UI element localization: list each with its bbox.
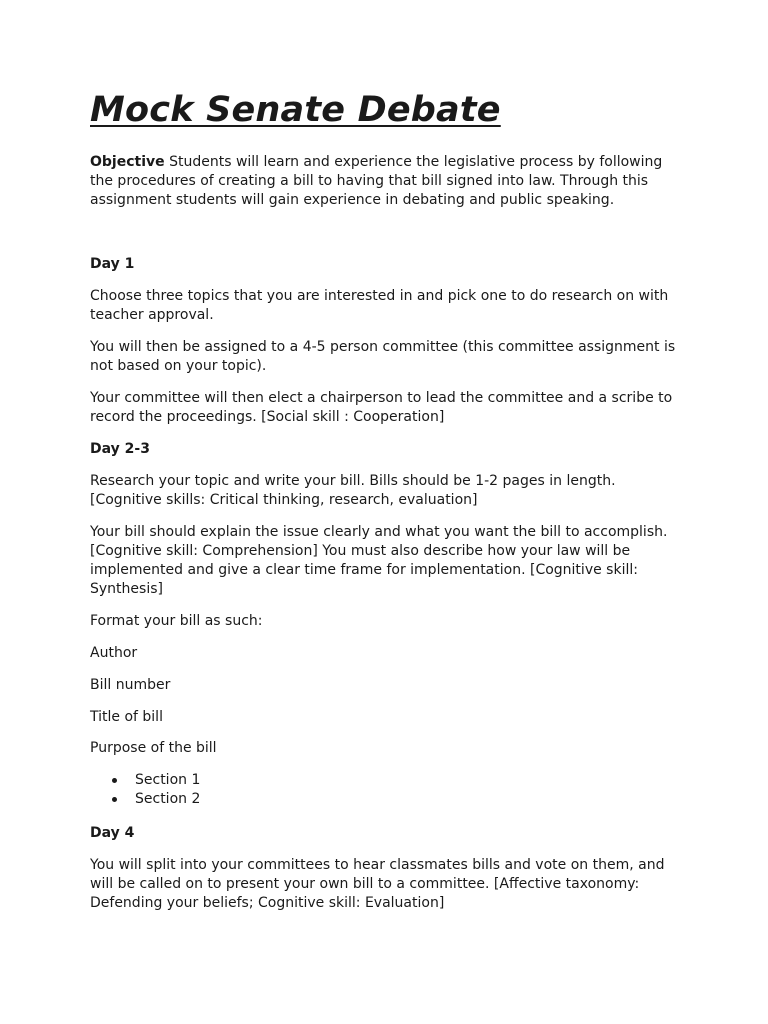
bill-format-number: Bill number [90, 677, 171, 693]
day-4-paragraph-committees: You will split into your committees to hear classmates bills and vote on them, and will be called on to present your own bill to a committee. [Affective taxonomy: Defending your beliefs; Cognitive skill: Evaluation] [90, 857, 665, 911]
objective-label: Objective [90, 154, 165, 170]
day-4-heading: Day 4 [90, 825, 135, 841]
bullet-text: Section 1 [135, 772, 201, 788]
list-item [90, 790, 200, 809]
day-2-3-paragraph-explain: Your bill should explain the issue clearly and what you want the bill to accomplish. [Cognitive skill: Comprehension] You must also describe how your law will be implemented and give a clear time frame for implementation. [Cognitive skill: Synthesis] [90, 524, 668, 597]
list-item [90, 771, 200, 790]
bill-format-title: Title of bill [90, 709, 163, 725]
objective-paragraph [90, 153, 680, 210]
bill-format-author: Author [90, 645, 138, 661]
bullet-icon [112, 797, 117, 802]
day-1-heading: Day 1 [90, 256, 135, 272]
day-1-paragraph-chairperson: Your committee will then elect a chairperson to lead the committee and a scribe to record the proceedings. [Social skill : Cooperation] [90, 390, 673, 425]
day-2-3-paragraph-format: Format your bill as such: [90, 613, 263, 629]
day-1-paragraph-topics: Choose three topics that you are interested in and pick one to do research on with teacher approval. [90, 288, 669, 323]
bill-sections-list [90, 771, 200, 809]
bill-format-purpose: Purpose of the bill [90, 740, 217, 756]
bullet-icon [112, 778, 117, 783]
day-2-3-paragraph-research: Research your topic and write your bill. Bills should be 1-2 pages in length. [Cognitive skills: Critical thinking, research, evaluation] [90, 473, 616, 508]
day-2-3-heading: Day 2-3 [90, 441, 150, 457]
objective-text: Students will learn and experience the legislative process by following the procedures of creating a bill to having that bill signed into law. Through this assignment students will gain experience in debating and public speaking. [90, 154, 663, 208]
day-1-paragraph-committee: You will then be assigned to a 4-5 person committee (this committee assignment is not based on your topic). [90, 339, 676, 374]
document-title: Mock Senate Debate [90, 90, 501, 130]
bullet-text: Section 2 [135, 791, 201, 807]
